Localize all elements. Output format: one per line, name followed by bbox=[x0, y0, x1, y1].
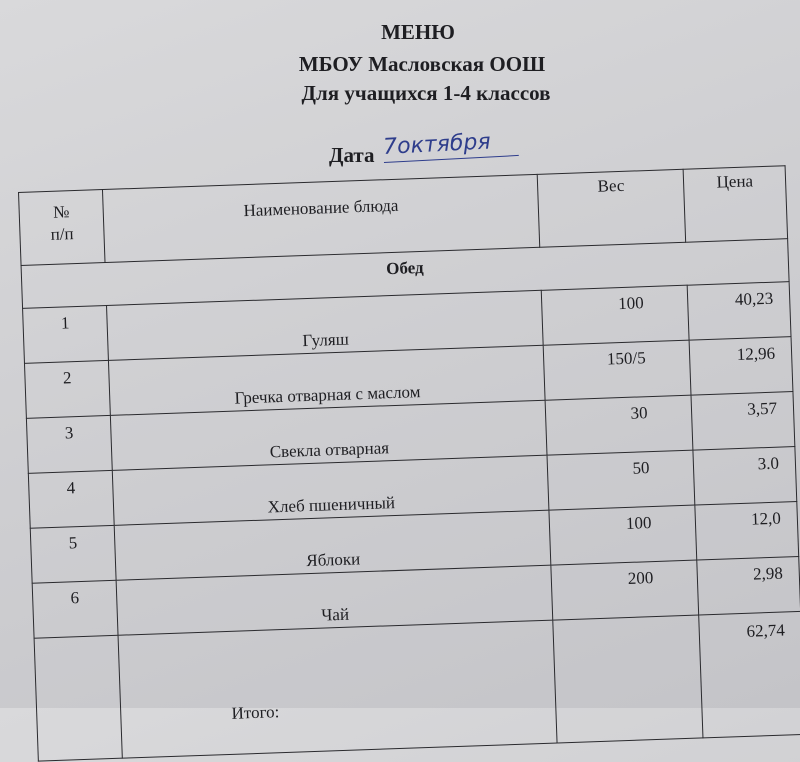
column-header-name: Наименование блюда bbox=[103, 174, 540, 262]
dish-name: Хлеб пшеничный bbox=[113, 455, 550, 525]
row-number: 2 bbox=[24, 360, 110, 418]
column-header-number bbox=[19, 190, 106, 266]
dish-weight: 150/5 bbox=[543, 340, 691, 400]
menu-table bbox=[18, 165, 800, 761]
total-row bbox=[34, 611, 800, 761]
total-price: 62,74 bbox=[699, 611, 800, 737]
section-title: Обед bbox=[21, 239, 789, 309]
dish-weight: 200 bbox=[551, 560, 699, 620]
total-weight-cell bbox=[553, 615, 704, 743]
menu-title: МЕНЮ bbox=[381, 20, 455, 44]
menu-table-wrapper bbox=[18, 165, 800, 723]
dish-weight: 30 bbox=[545, 395, 693, 455]
row-number: 1 bbox=[23, 305, 109, 363]
row-number: 5 bbox=[30, 525, 116, 583]
dish-price: 12,96 bbox=[690, 337, 793, 396]
dish-price: 3,57 bbox=[691, 392, 794, 451]
row-number: 4 bbox=[28, 470, 114, 528]
column-header-price: Цена bbox=[684, 166, 788, 242]
column-header-number-line2: п/п bbox=[50, 224, 74, 244]
dish-price: 3.0 bbox=[693, 447, 796, 506]
school-name: МБОУ Масловская ООШ bbox=[298, 52, 546, 76]
date-label: Дата bbox=[329, 143, 375, 167]
dish-price: 12,0 bbox=[695, 502, 798, 561]
row-number: 3 bbox=[26, 415, 112, 473]
column-header-weight: Вес bbox=[537, 169, 686, 247]
dish-weight: 100 bbox=[541, 285, 689, 345]
dish-name: Яблоки bbox=[114, 510, 551, 580]
total-label: Итого: bbox=[118, 620, 557, 758]
dish-name: Гуляш bbox=[107, 290, 544, 360]
dish-price: 40,23 bbox=[688, 282, 791, 341]
dish-weight: 50 bbox=[547, 450, 695, 510]
dish-name: Свекла отварная bbox=[111, 400, 548, 470]
column-header-number-line1: № bbox=[52, 202, 70, 222]
total-number-cell bbox=[34, 635, 122, 761]
handwritten-date: 7октября bbox=[382, 127, 518, 163]
dish-name: Чай bbox=[116, 565, 553, 635]
dish-name: Гречка отварная с маслом bbox=[109, 345, 546, 415]
row-number: 6 bbox=[32, 580, 118, 638]
audience-line: Для учащихся 1-4 классов bbox=[301, 81, 551, 105]
dish-weight: 100 bbox=[549, 505, 697, 565]
dish-price: 2,98 bbox=[697, 556, 800, 615]
